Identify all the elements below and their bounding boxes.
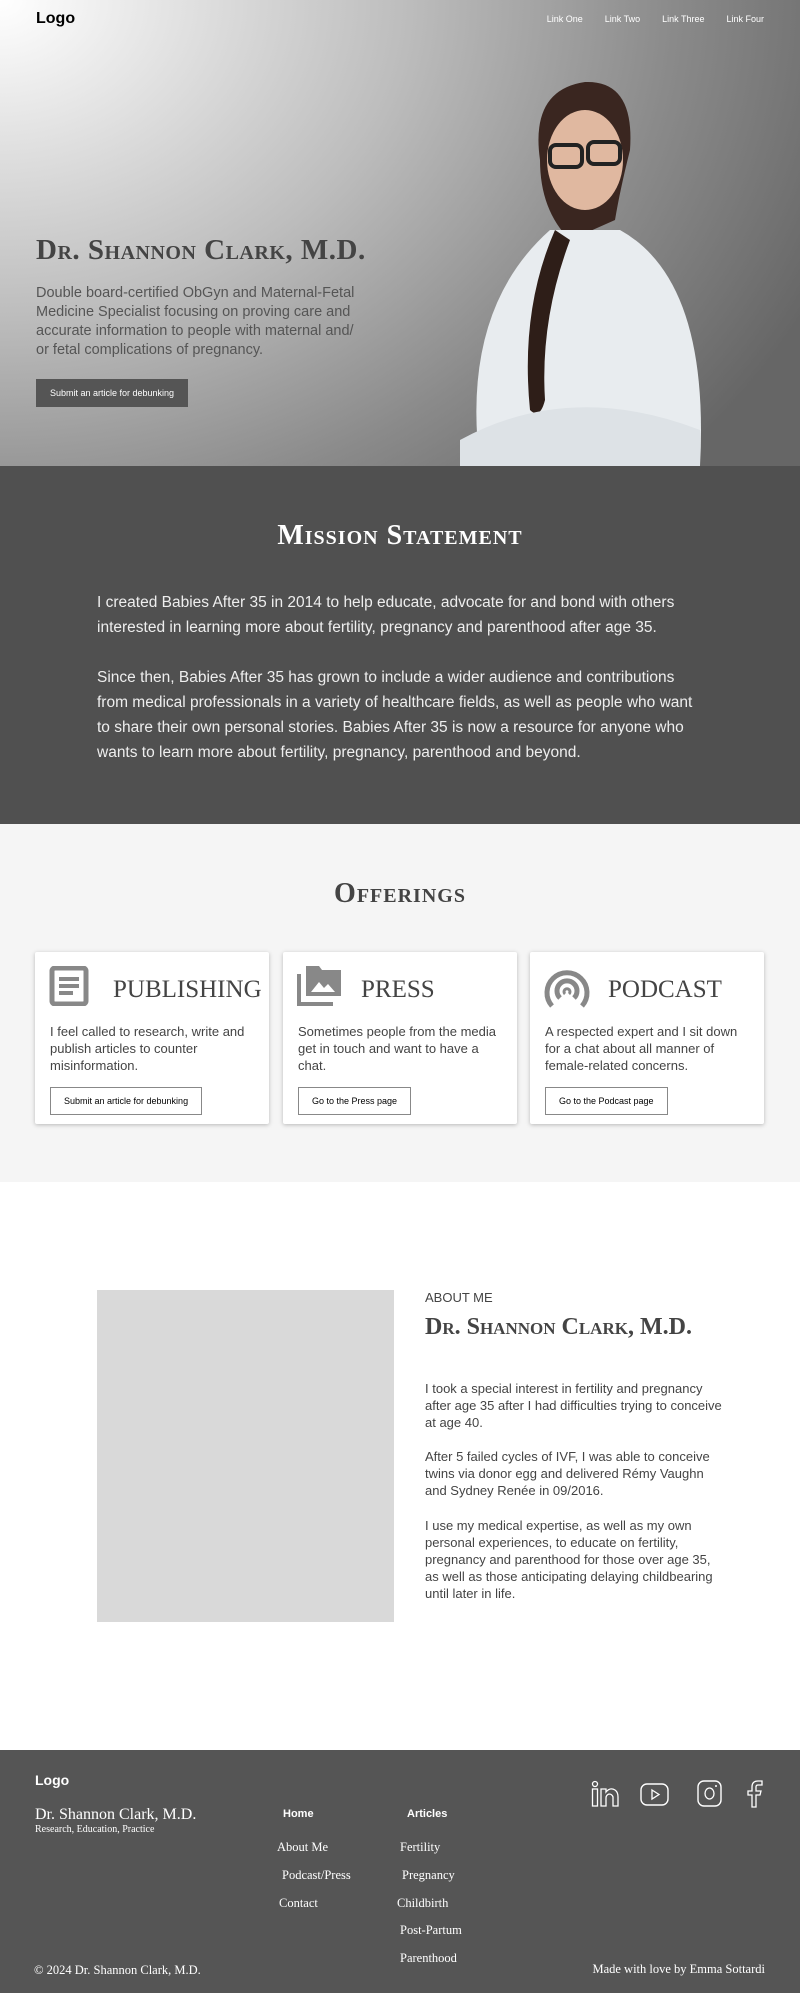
footer-link-parenthood[interactable]: Parenthood — [400, 1951, 457, 1965]
about-paragraph: I use my medical expertise, as well as my own personal experiences, to educate on fertility, pregnancy and parenthood for those over age 35, as well as those anticipating delaying childbearing until later in life. — [425, 1518, 713, 1601]
footer-articles-heading[interactable]: Articles — [407, 1808, 448, 1820]
mission-paragraph: I created Babies After 35 in 2014 to help educate, advocate for and bond with others interested in learning more about fertility, pregnancy and parenthood after age 35. — [97, 594, 675, 636]
offering-card-press — [283, 952, 517, 1124]
nav-link-two[interactable]: Link Two — [604, 14, 641, 24]
about-paragraph: I took a special interest in fertility and pregnancy after age 35 after I had difficulties trying to conceive at age 40. — [425, 1381, 722, 1430]
footer-home-heading[interactable]: Home — [283, 1808, 314, 1820]
card-text: A respected expert and I sit down for a chat about all manner of female-related concerns. — [545, 1024, 738, 1073]
hero-subtitle: Double board-certified ObGyn and Maternal-Fetal Medicine Specialist focusing on proving care and accurate information to people with maternal and/ or fetal complications of pregnancy. — [36, 285, 355, 358]
about-image-placeholder — [97, 1290, 394, 1622]
main-nav — [547, 14, 764, 24]
footer-logo[interactable]: Logo — [35, 1772, 70, 1788]
mission-paragraph: Since then, Babies After 35 has grown to include a wider audience and contributions from medical professionals in a variety of healthcare fields, as well as people who want to share their own personal stories. Babies After 35 is now a resource for anyone who wants to learn more about fertility, pregnancy, parenthood and beyond. — [97, 669, 693, 761]
footer-link-podcast-press[interactable]: Podcast/Press — [282, 1868, 351, 1882]
submit-article-button[interactable]: Submit an article for debunking — [36, 379, 188, 407]
card-title: PODCAST — [608, 976, 722, 1003]
youtube-icon[interactable] — [640, 1783, 670, 1807]
footer-link-fertility[interactable]: Fertility — [400, 1840, 441, 1854]
hero-section — [0, 0, 800, 466]
footer-tagline: Research, Education, Practice — [35, 1824, 155, 1835]
offerings-title: Offerings — [334, 878, 466, 909]
logo[interactable]: Logo — [36, 10, 76, 27]
photo-library-icon — [297, 966, 343, 1006]
nav-link-one[interactable]: Link One — [546, 14, 583, 24]
podcast-page-button[interactable]: Go to the Podcast page — [545, 1087, 668, 1115]
card-text: Sometimes people from the media get in touch and want to have a chat. — [298, 1024, 496, 1073]
doctor-portrait — [420, 80, 710, 466]
nav-link-four[interactable]: Link Four — [726, 14, 764, 24]
offerings-section — [0, 824, 800, 1182]
press-page-button[interactable]: Go to the Press page — [298, 1087, 411, 1115]
about-title: Dr. Shannon Clark, M.D. — [425, 1314, 692, 1340]
article-icon — [49, 966, 89, 1006]
mission-section — [0, 466, 800, 824]
card-title: PRESS — [361, 976, 435, 1003]
about-label: ABOUT ME — [425, 1290, 493, 1305]
footer-link-pregnancy[interactable]: Pregnancy — [402, 1868, 455, 1882]
about-section — [0, 1182, 800, 1750]
mission-title: Mission Statement — [277, 520, 523, 551]
copyright: © 2024 Dr. Shannon Clark, M.D. — [34, 1963, 201, 1977]
linkedin-icon[interactable] — [590, 1780, 620, 1808]
footer-link-contact[interactable]: Contact — [279, 1896, 318, 1910]
offering-card-podcast — [530, 952, 764, 1124]
nav-link-three[interactable]: Link Three — [662, 14, 705, 24]
podcast-icon — [544, 966, 590, 1008]
offering-card-publishing — [35, 952, 269, 1124]
footer-link-about[interactable]: About Me — [277, 1840, 329, 1854]
about-paragraph: After 5 failed cycles of IVF, I was able to conceive twins via donor egg and delivered Rémy Vaughn and Sydney Renée in 09/2016. — [425, 1449, 710, 1498]
footer-name: Dr. Shannon Clark, M.D. — [35, 1806, 197, 1823]
card-text: I feel called to research, write and publish articles to counter misinformation. — [50, 1024, 245, 1073]
facebook-icon[interactable] — [746, 1780, 764, 1808]
card-title: PUBLISHING — [113, 976, 262, 1003]
footer-link-post-partum[interactable]: Post-Partum — [400, 1923, 462, 1937]
hero-title: Dr. Shannon Clark, M.D. — [36, 234, 366, 266]
submit-article-card-button[interactable]: Submit an article for debunking — [50, 1087, 202, 1115]
footer-link-childbirth[interactable]: Childbirth — [397, 1896, 449, 1910]
instagram-icon[interactable] — [697, 1780, 723, 1808]
footer — [0, 1750, 800, 1993]
credit: Made with love by Emma Sottardi — [592, 1962, 765, 1976]
